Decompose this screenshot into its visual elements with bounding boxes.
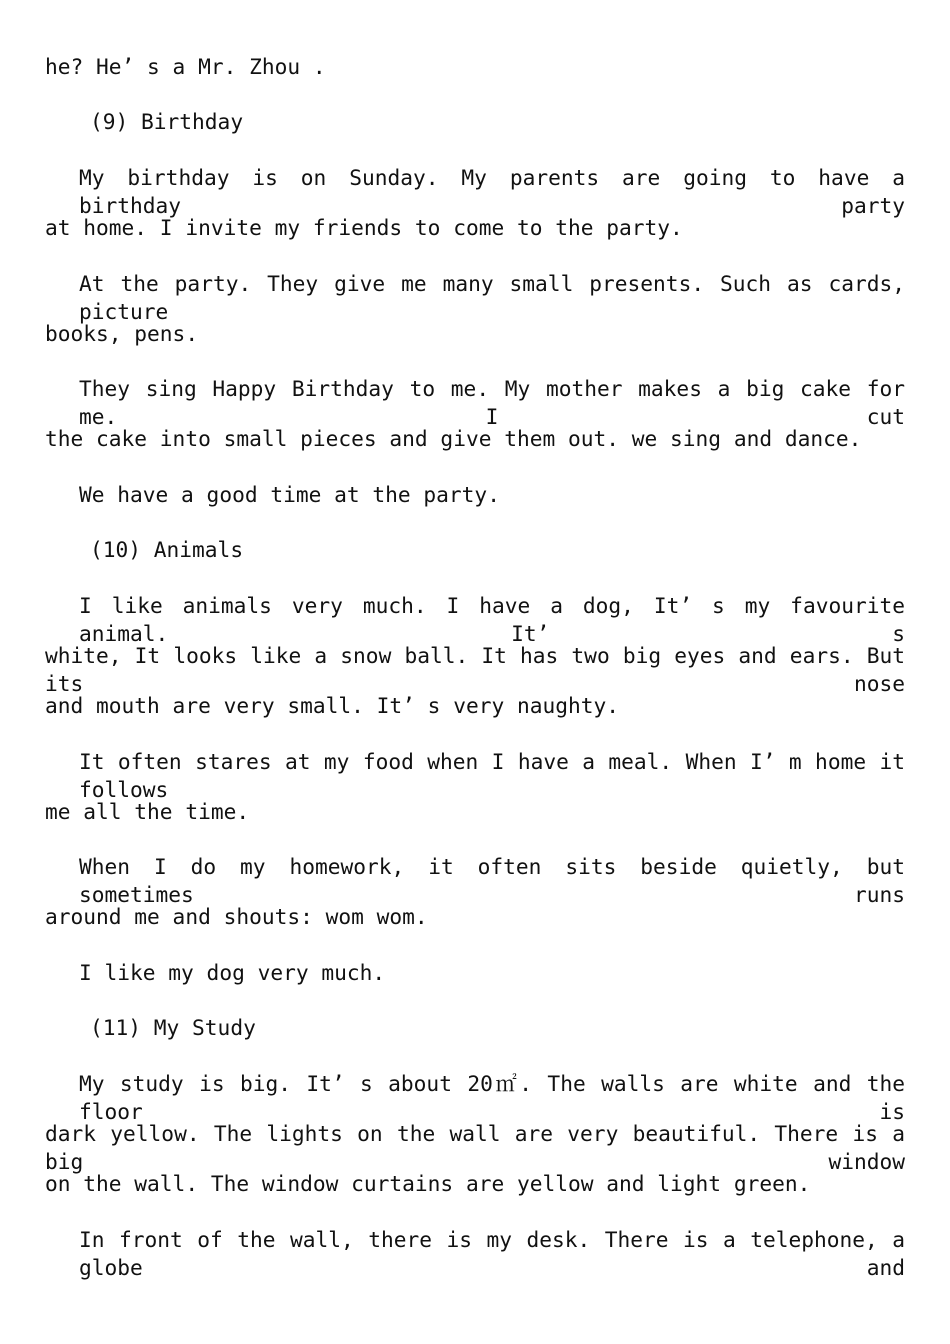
paragraph-line: At the party. They give me many small presents. Such as cards, picture xyxy=(79,271,905,324)
paragraph-line: at home. I invite my friends to come to the party. xyxy=(45,215,683,240)
paragraph-line: around me and shouts: wom wom. xyxy=(45,904,428,929)
text-line: he? He’ s a Mr. Zhou . xyxy=(45,54,326,79)
section-heading-my-study: (11) My Study xyxy=(90,1015,256,1040)
section-heading-animals: (10) Animals xyxy=(90,537,244,562)
paragraph-line: My study is big. It’ s about 20㎡. The walls are white and the floor is xyxy=(79,1071,905,1124)
paragraph-line: They sing Happy Birthday to me. My mother makes a big cake for me. I cut xyxy=(79,376,905,429)
paragraph-line: and mouth are very small. It’ s very naughty. xyxy=(45,693,620,718)
paragraph-line: We have a good time at the party. xyxy=(79,482,500,507)
paragraph-line: In front of the wall, there is my desk. There is a telephone, a globe and xyxy=(79,1227,905,1280)
paragraph-line: on the wall. The window curtains are yellow and light green. xyxy=(45,1171,811,1196)
paragraph-line: It often stares at my food when I have a meal. When I’ m home it follows xyxy=(79,749,905,802)
section-heading-birthday: (9) Birthday xyxy=(90,109,244,134)
paragraph-line: the cake into small pieces and give them out. we sing and dance. xyxy=(45,426,862,451)
paragraph-line: My birthday is on Sunday. My parents are going to have a birthday party xyxy=(79,165,905,218)
paragraph-line: books, pens. xyxy=(45,321,199,346)
paragraph-line: I like my dog very much. xyxy=(79,960,386,985)
paragraph-line: dark yellow. The lights on the wall are very beautiful. There is a big window xyxy=(45,1121,905,1174)
paragraph-line: When I do my homework, it often sits beside quietly, but sometimes runs xyxy=(79,854,905,907)
paragraph-line: me all the time. xyxy=(45,799,250,824)
paragraph-line: I like animals very much. I have a dog, It’ s my favourite animal. It’ s xyxy=(79,593,905,646)
paragraph-line: white, It looks like a snow ball. It has two big eyes and ears. But its nose xyxy=(45,643,905,696)
